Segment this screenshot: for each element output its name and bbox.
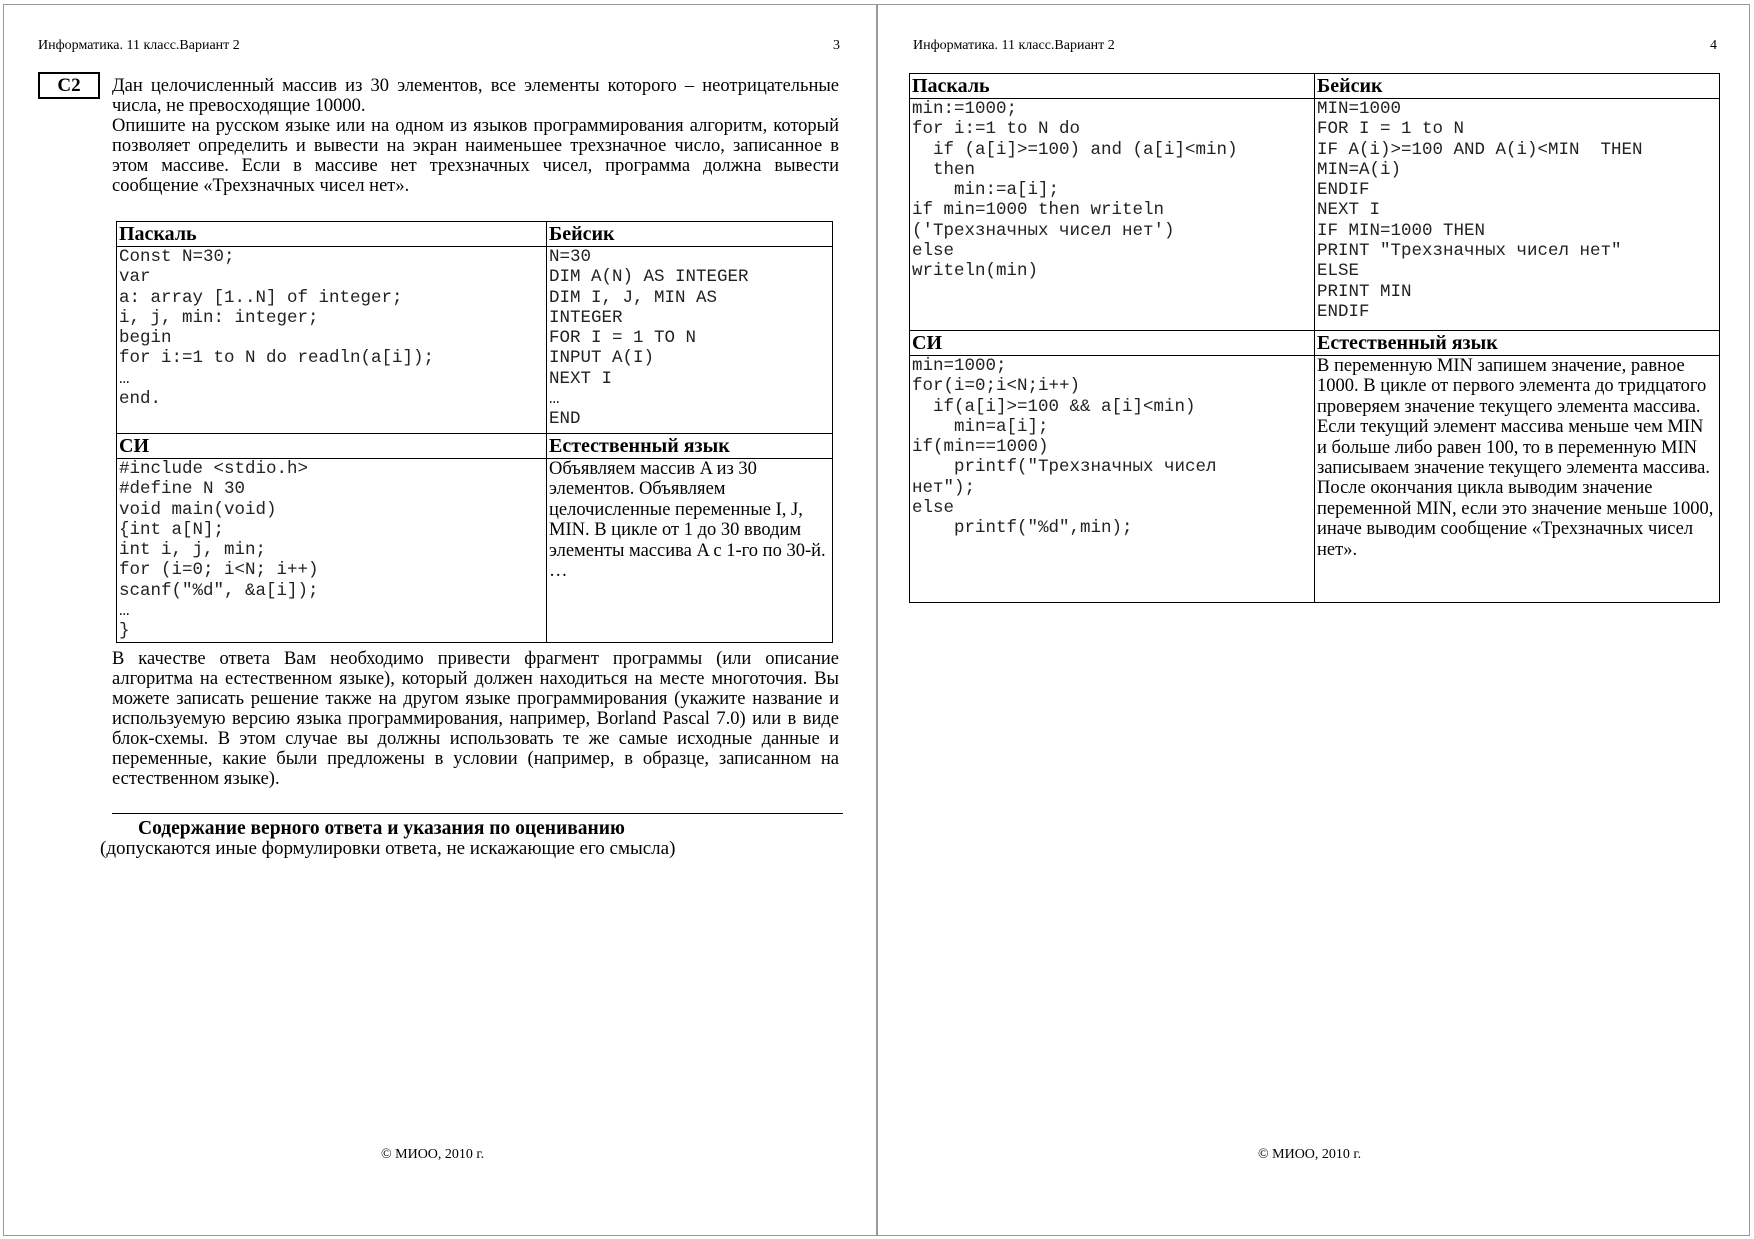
- right-footer: © МИОО, 2010 г.: [1258, 1147, 1362, 1162]
- basic-header: Бейсик: [1315, 74, 1720, 99]
- task-text-1: Дан целочисленный массив из 30 элементов, все элементы которого – неотрицательные числа, не превосходящие 10000.: [112, 76, 839, 116]
- left-page-number: 3: [833, 38, 840, 53]
- left-header-title: Информатика. 11 класс.Вариант 2: [38, 38, 240, 53]
- right-code-table: [909, 73, 1720, 603]
- c-header: СИ: [910, 331, 1315, 356]
- left-code-table: [116, 221, 833, 643]
- answer-instructions: В качестве ответа Вам необходимо привести фрагмент программы (или описание алгоритма на естественном языке), который должен находиться на месте многоточия. Вы можете записать решение также на другом языке программирования (укажите название и используемую версию языка программирования, например, Borland Pascal 7.0) или в виде блок-схемы. В этом случае вы должны использовать те же самые исходные данные и переменные, какие были предложены в условии (например, в образце, записанном на естественном языке).: [112, 649, 839, 789]
- basic-solution-code: MIN=1000 FOR I = 1 to N IF A(i)>=100 AND A(i)<MIN THEN MIN=A(i) ENDIF NEXT I IF MIN=1000 THEN PRINT "Трехзначных чисел нет" ELSE PRINT MIN ENDIF: [1317, 99, 1643, 322]
- pascal-solution-code: min:=1000; for i:=1 to N do if (a[i]>=100) and (a[i]<min) then min:=a[i]; if min=1000 then writeln ('Трехзначных чисел нет') else writeln(min): [912, 99, 1238, 282]
- basic-code: N=30 DIM A(N) AS INTEGER DIM I, J, MIN AS INTEGER FOR I = 1 TO N INPUT A(I) NEXT I … END: [549, 247, 749, 430]
- right-header-title: Информатика. 11 класс.Вариант 2: [913, 38, 1115, 53]
- c-code: #include <stdio.h> #define N 30 void main(void) {int a[N]; int i, j, min; for (i=0; i<N; i++) scanf("%d", &a[i]); … }: [119, 459, 319, 642]
- natural-header: Естественный язык: [547, 434, 833, 459]
- basic-header: Бейсик: [547, 222, 833, 247]
- left-footer: © МИОО, 2010 г.: [381, 1147, 485, 1162]
- pascal-header: Паскаль: [910, 74, 1315, 99]
- natural-header: Естественный язык: [1315, 331, 1720, 356]
- pascal-header: Паскаль: [117, 222, 547, 247]
- task-text-2: Опишите на русском языке или на одном из языков программирования алгоритм, который позволяет определить и вывести на экран наименьшее трехзначное число, записанное в этом массиве. Если в массиве нет трехзначных чисел, программа должна вывести сообщение «Трехзначных чисел нет».: [112, 116, 839, 196]
- c-solution-code: min=1000; for(i=0;i<N;i++) if(a[i]>=100 && a[i]<min) min=a[i]; if(min==1000) printf("Трехзначных чисел нет"); else printf("%d",min);: [912, 356, 1217, 539]
- section-divider: [112, 813, 843, 814]
- natural-language-ellipsis: …: [549, 561, 568, 582]
- pascal-code: Const N=30; var a: array [1..N] of integer; i, j, min: integer; begin for i:=1 to N do readln(a[i]); … end.: [119, 247, 435, 410]
- task-label: С2: [38, 72, 100, 99]
- natural-language-solution: В переменную MIN запишем значение, равное 1000. В цикле от первого элемента до тридцатого проверяем значение текущего элемента массива. Если текущий элемент массива меньше чем MIN и больше либо равен 100, то в переменную MIN записываем значение текущего элемента массива. После окончания цикла выводим значение переменной MIN, если это значение меньше 1000, иначе выводим сообщение «Трехзначных чисел нет».: [1317, 356, 1714, 560]
- natural-language-text: Объявляем массив A из 30 элементов. Объявляем целочисленные переменные I, J, MIN. В цикле от 1 до 30 вводим элементы массива A с 1-го по 30-й.: [549, 459, 826, 561]
- section-title: Содержание верного ответа и указания по оцениванию: [138, 818, 625, 839]
- section-subtitle: (допускаются иные формулировки ответа, не искажающие его смысла): [100, 838, 676, 859]
- c-header: СИ: [117, 434, 547, 459]
- right-page-number: 4: [1710, 38, 1717, 53]
